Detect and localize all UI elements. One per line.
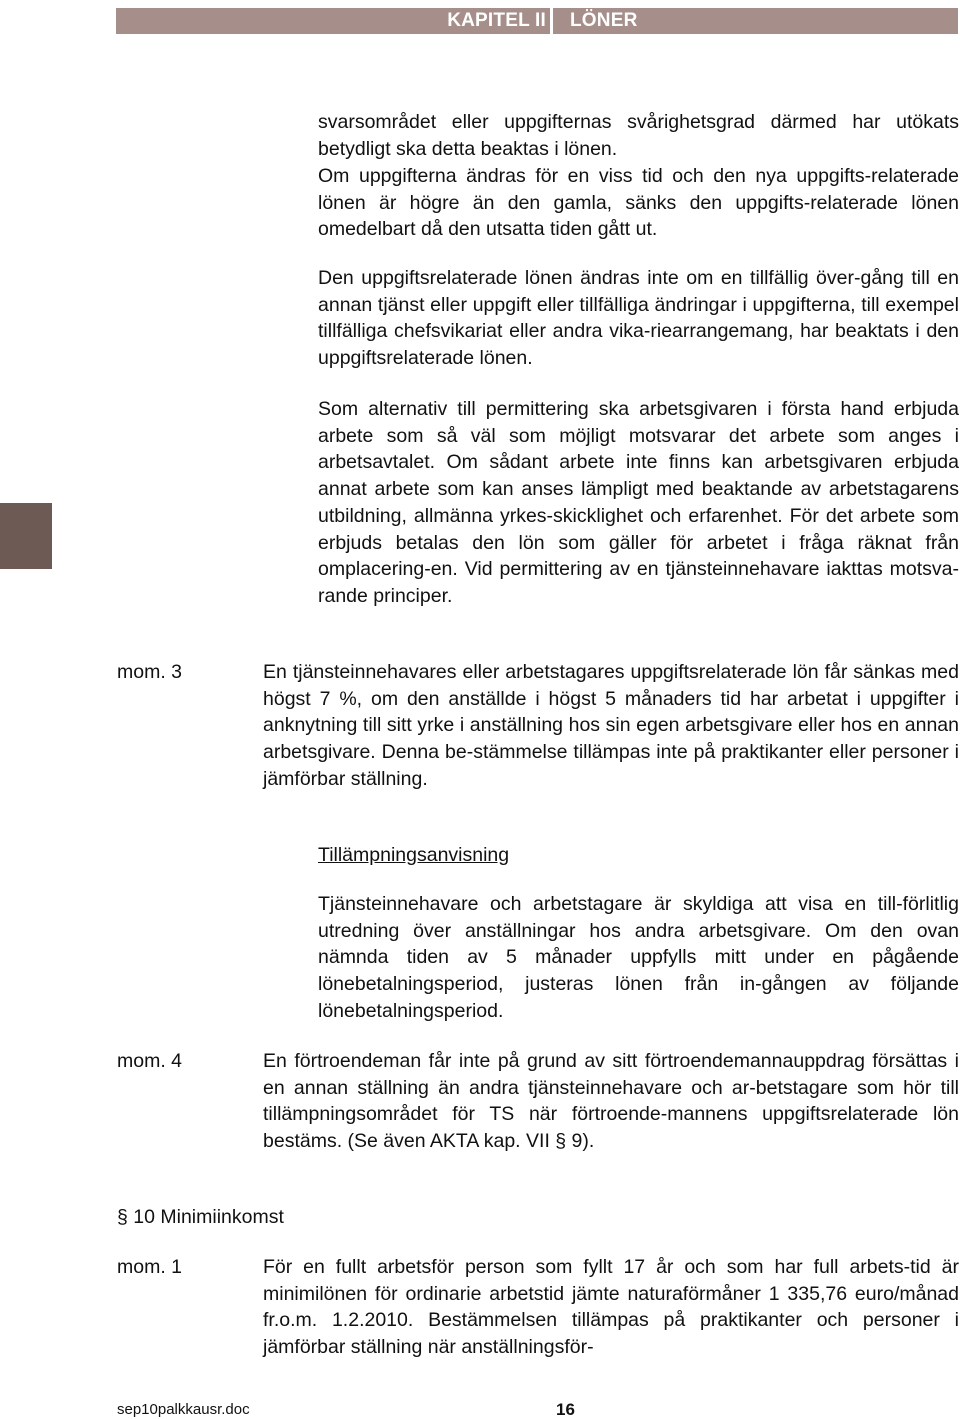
mom1-label: mom. 1: [117, 1256, 183, 1278]
paragraph-permittering: Som alternativ till permittering ska arbetsgivaren i första hand erbjuda arbete som så väl som möjligt motsvarar det arbete som anges i arbetsavtalet. Om sådant arbete inte finns kan arbetsgivaren erbjuda annat arbete som kan anses lämpligt med beaktande av arbetstagarens utbildning, allmänna yrkes-skicklighet och erfarenhet. För det arbete som erbjuds betalas den lön som gäller för arbetet i fråga räknat från omplacering-en. Vid permittering av en tjänsteinnehavare iakttas motsva-rande principer.: [318, 398, 959, 607]
tillampning-text: Tjänsteinnehavare och arbetstagare är skyldiga att visa en till-förlitlig utredning över anställningar hos andra arbetsgivare. Om den ovan nämnda tiden av 5 månader uppfylls mitt under en pågående lönebetalningsperiod, justeras lönen från in-gången av följande lönebetalningsperiod.: [318, 893, 959, 1022]
footer-filename: sep10palkkausr.doc: [117, 1401, 250, 1418]
paragraph-unchanged-salary: Den uppgiftsrelaterade lönen ändras inte om en tillfällig över-gång till en annan tjänst eller uppgift eller tillfälliga ändringar i uppgifterna, till exempel tillfälliga chefsvikariat eller andra vika-riearrangemang, har beaktats i den uppgiftsrelaterade lönen.: [318, 267, 959, 370]
mom3-text: En tjänsteinnehavares eller arbetstagares uppgiftsrelaterade lön får sänkas med högst 7 %, om den anställde i högst 5 månaders tid har arbetat i uppgifter i anknytning till sitt yrke i anställning hos sin egen arbetsgivare eller hos en annan arbetsgivare. Denna be-stämmelse tillämpas inte på praktikanter eller personer i jämförbar ställning.: [263, 661, 959, 790]
side-margin-tab: [0, 503, 52, 569]
header-divider: [550, 8, 553, 34]
mom4-text: En förtroendeman får inte på grund av sitt förtroendemannauppdrag försättas i en annan ställning än andra tjänsteinnehavare och ar-betstagare som hör till tillämpningsområdet för TS när förtroende-mannens uppgiftsrelaterade lön bestäms. (Se även AKTA kap. VII § 9).: [263, 1050, 959, 1153]
mom1-text: För en fullt arbetsför person som fyllt 17 år och som har full arbets-tid är minimilönen för ordinarie arbetstid jämte naturaförmåner 1 335,76 euro/månad fr.o.m. 1.2.2010. Bestämmelsen tillämpas på praktikanter och personer i jämförbar ställning när anställningsför-: [263, 1256, 959, 1359]
paragraph-continuation: svarsområdet eller uppgifternas svårighetsgrad därmed har utökats betydligt ska detta beaktas i lönen.: [318, 111, 959, 160]
mom4-label: mom. 4: [117, 1050, 183, 1072]
paragraph-temporary-change: Om uppgifterna ändras för en viss tid och den nya uppgifts-relaterade lönen är högre än den gamla, sänks den uppgifts-relaterade lönen omedelbart då den utsatta tiden gått ut.: [318, 165, 959, 241]
tillampning-heading: Tillämpningsanvisning: [318, 844, 510, 866]
chapter-title: LÖNER: [570, 10, 638, 31]
page-number: 16: [556, 1400, 575, 1419]
section-10-heading: § 10 Minimiinkomst: [117, 1206, 284, 1228]
chapter-label: KAPITEL II: [447, 10, 546, 31]
mom3-label: mom. 3: [117, 661, 183, 683]
